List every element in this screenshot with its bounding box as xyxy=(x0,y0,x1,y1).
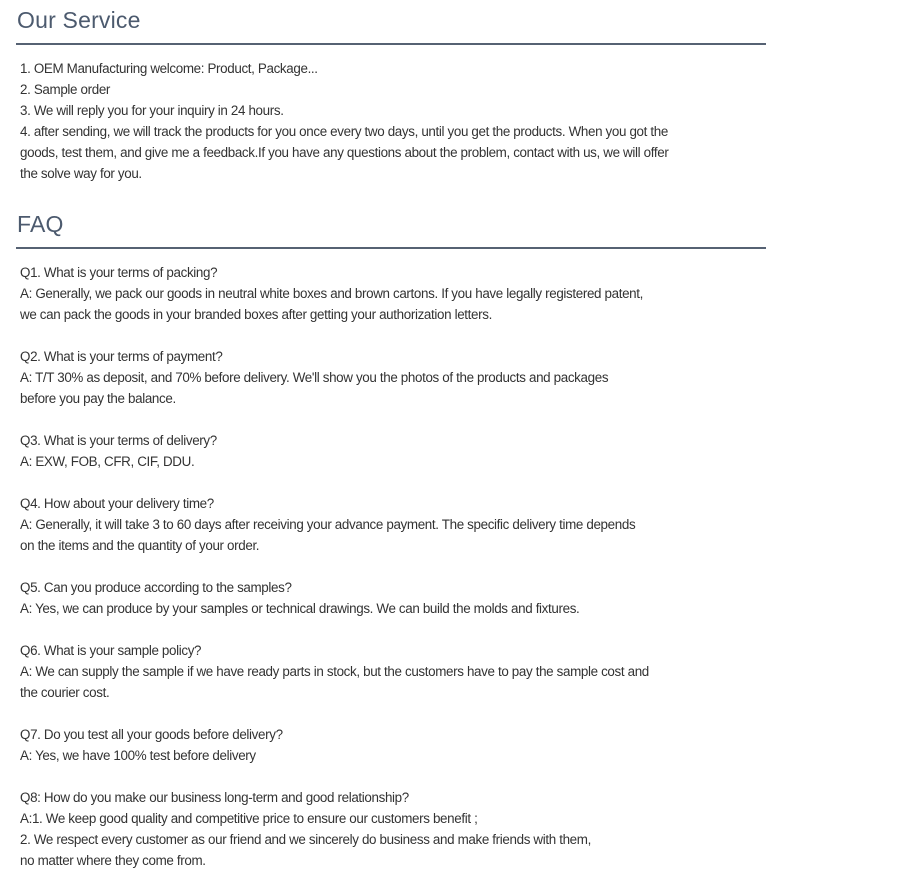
faq-item-q2 xyxy=(20,346,766,409)
faq-answer-line: A:1. We keep good quality and competitive price to ensure our customers benefit ; xyxy=(20,811,478,826)
faq-answer-line: no matter where they come from. xyxy=(20,853,206,868)
faq-answer-line: A: Yes, we can produce by your samples or technical drawings. We can build the molds and fixtures. xyxy=(20,601,580,616)
faq-item-q6 xyxy=(20,640,766,703)
faq-answer-line: A: Generally, it will take 3 to 60 days after receiving your advance payment. The specific delivery time depends xyxy=(20,517,636,532)
faq-item-q4 xyxy=(20,493,766,556)
service-line: 1. OEM Manufacturing welcome: Product, Package... xyxy=(20,61,318,76)
service-line: the solve way for you. xyxy=(20,166,142,181)
faq-item-q7 xyxy=(20,724,766,766)
faq-answer-line: A: Yes, we have 100% test before delivery xyxy=(20,748,256,763)
faq-question: Q7. Do you test all your goods before delivery? xyxy=(20,727,283,742)
faq-answer-line: on the items and the quantity of your order. xyxy=(20,538,260,553)
faq-answer-line: A: EXW, FOB, CFR, CIF, DDU. xyxy=(20,454,195,469)
faq-answer-line: A: Generally, we pack our goods in neutral white boxes and brown cartons. If you have legally registered patent, xyxy=(20,286,644,301)
faq-question: Q8: How do you make our business long-term and good relationship? xyxy=(20,790,409,805)
faq-section xyxy=(16,209,766,871)
service-line: goods, test them, and give me a feedback.If you have any questions about the problem, contact with us, we will offer xyxy=(20,145,669,160)
faq-item-q1 xyxy=(20,262,766,325)
faq-question: Q5. Can you produce according to the samples? xyxy=(20,580,292,595)
faq-heading: FAQ xyxy=(17,211,64,237)
our-service-divider xyxy=(16,43,766,45)
service-line: 4. after sending, we will track the products for you once every two days, until you get the products. When you got the xyxy=(20,124,668,139)
faq-question: Q1. What is your terms of packing? xyxy=(20,265,218,280)
faq-divider xyxy=(16,247,766,249)
faq-answer-line: the courier cost. xyxy=(20,685,110,700)
faq-answer-line: we can pack the goods in your branded boxes after getting your authorization letters. xyxy=(20,307,492,322)
faq-body xyxy=(16,262,766,871)
our-service-body xyxy=(16,58,766,184)
faq-question: Q2. What is your terms of payment? xyxy=(20,349,223,364)
faq-answer-line: A: T/T 30% as deposit, and 70% before delivery. We'll show you the photos of the products and packages xyxy=(20,370,609,385)
our-service-section xyxy=(16,5,766,184)
service-line: 3. We will reply you for your inquiry in 24 hours. xyxy=(20,103,284,118)
faq-item-q8 xyxy=(20,787,766,871)
faq-question: Q4. How about your delivery time? xyxy=(20,496,214,511)
our-service-heading: Our Service xyxy=(17,7,141,33)
service-line: 2. Sample order xyxy=(20,82,111,97)
faq-question: Q3. What is your terms of delivery? xyxy=(20,433,217,448)
faq-item-q3 xyxy=(20,430,766,472)
faq-item-q5 xyxy=(20,577,766,619)
faq-answer-line: before you pay the balance. xyxy=(20,391,176,406)
faq-answer-line: 2. We respect every customer as our friend and we sincerely do business and make friends with them, xyxy=(20,832,591,847)
faq-question: Q6. What is your sample policy? xyxy=(20,643,202,658)
faq-answer-line: A: We can supply the sample if we have ready parts in stock, but the customers have to pay the sample cost and xyxy=(20,664,649,679)
